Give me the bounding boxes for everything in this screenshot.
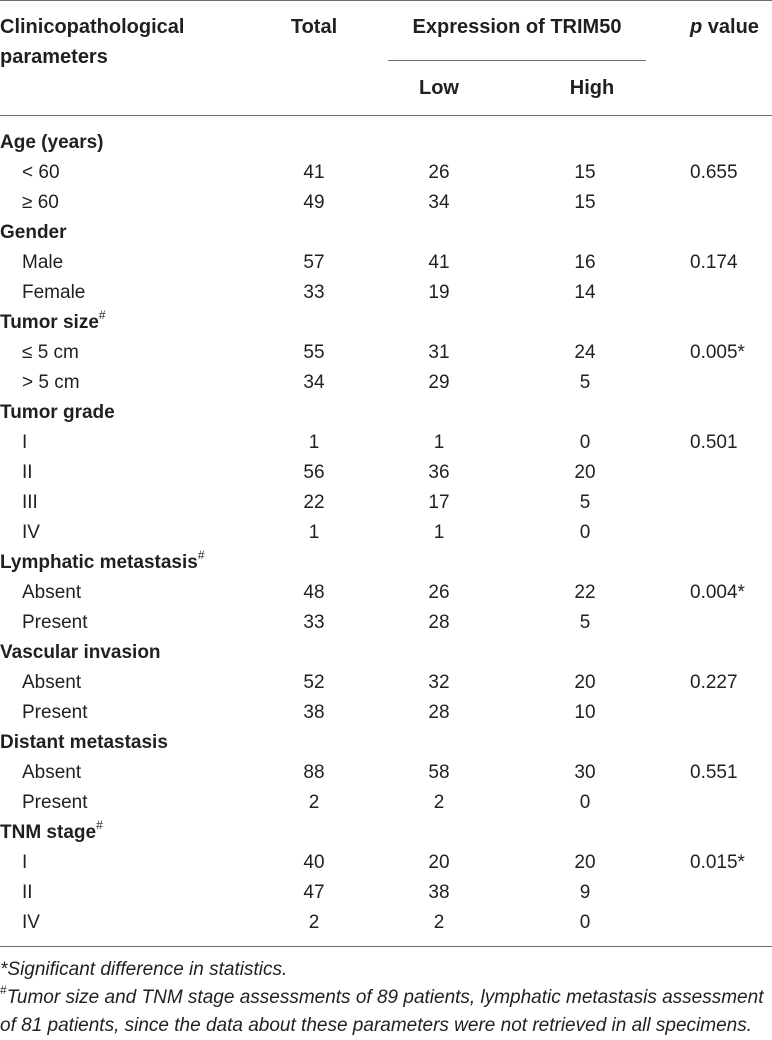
group-footnote-mark: # [197, 548, 205, 562]
cell-low: 29 [428, 372, 450, 393]
group-row [0, 548, 772, 578]
cell-p-value [658, 278, 772, 308]
cell-high: 20 [574, 672, 596, 693]
table-row [0, 668, 772, 698]
table-row [0, 458, 772, 488]
header-total: Total [290, 16, 338, 38]
group-row [0, 728, 772, 758]
cell-p-value: 0.227 [690, 672, 738, 693]
cell-p-value [658, 698, 772, 728]
cell-total: 40 [303, 852, 325, 873]
cell-p-value: 0.005* [690, 342, 745, 363]
header-p-value [690, 12, 759, 42]
cell-p-value [658, 488, 772, 518]
cell-high: 0 [579, 522, 591, 543]
cell-low: 28 [428, 702, 450, 723]
cell-low: 32 [428, 672, 450, 693]
cell-total: 49 [303, 192, 325, 213]
table-row [0, 788, 772, 818]
group-row [0, 398, 772, 428]
cell-low: 41 [428, 252, 450, 273]
cell-p-value: 0.004* [690, 582, 745, 603]
cell-high: 15 [574, 162, 596, 183]
cell-high: 5 [579, 492, 591, 513]
cell-p-value: 0.655 [690, 162, 738, 183]
header-high: High [569, 77, 615, 99]
group-row [0, 308, 772, 338]
cell-total: 38 [303, 702, 325, 723]
group-label-text: Tumor grade [0, 402, 115, 423]
table-row [0, 908, 772, 938]
table-row [0, 338, 772, 368]
row-label: III [22, 492, 38, 513]
cell-total: 2 [308, 792, 320, 813]
cell-high: 24 [574, 342, 596, 363]
row-label: IV [22, 912, 40, 933]
cell-p-value [658, 368, 772, 398]
cell-low: 58 [428, 762, 450, 783]
cell-total: 55 [303, 342, 325, 363]
header-expression: Expression of TRIM50 [412, 16, 622, 38]
cell-low: 26 [428, 582, 450, 603]
row-label: Female [22, 282, 86, 303]
group-row [0, 638, 772, 668]
table-row [0, 188, 772, 218]
row-label: Present [22, 702, 88, 723]
data-table-body [0, 128, 772, 938]
table-row [0, 488, 772, 518]
row-label: Absent [22, 582, 82, 603]
table-row [0, 578, 772, 608]
cell-high: 22 [574, 582, 596, 603]
cell-high: 30 [574, 762, 596, 783]
header-parameters-line1: Clinicopathological [0, 16, 185, 38]
cell-total: 56 [303, 462, 325, 483]
cell-low: 19 [428, 282, 450, 303]
cell-high: 9 [579, 882, 591, 903]
cell-p-value: 0.501 [690, 432, 738, 453]
row-label: ≤ 5 cm [22, 342, 79, 363]
top-rule [0, 0, 772, 1]
cell-low: 17 [428, 492, 450, 513]
cell-low: 38 [428, 882, 450, 903]
cell-low: 28 [428, 612, 450, 633]
cell-high: 10 [574, 702, 596, 723]
expression-subrule [388, 60, 646, 61]
header-parameters-line2: parameters [0, 46, 108, 68]
table-row [0, 368, 772, 398]
cell-p-value [658, 458, 772, 488]
cell-low: 26 [428, 162, 450, 183]
group-row [0, 218, 772, 248]
group-label [0, 398, 772, 428]
cell-low: 1 [433, 522, 445, 543]
cell-low: 20 [428, 852, 450, 873]
row-label: Present [22, 612, 88, 633]
group-label-text: Vascular invasion [0, 642, 161, 663]
group-row [0, 128, 772, 158]
group-label [0, 818, 772, 848]
cell-p-value [658, 608, 772, 638]
header-p-rest: value [707, 16, 759, 38]
cell-p-value [658, 878, 772, 908]
table-row [0, 158, 772, 188]
row-label: II [22, 462, 33, 483]
cell-total: 22 [303, 492, 325, 513]
cell-low: 2 [433, 912, 445, 933]
cell-p-value [658, 518, 772, 548]
footnote-hash-text: Tumor size and TNM stage assessments of 89 patients, lymphatic metastasis assessment of 81 patients, since the data about these parameters were not retrieved in all specimens. [0, 987, 764, 1036]
cell-total: 34 [303, 372, 325, 393]
row-label: II [22, 882, 33, 903]
cell-high: 0 [579, 792, 591, 813]
cell-high: 5 [579, 372, 591, 393]
cell-total: 1 [308, 522, 320, 543]
table-row [0, 518, 772, 548]
row-label: IV [22, 522, 40, 543]
group-footnote-mark: # [96, 818, 103, 832]
cell-p-value: 0.015* [690, 852, 745, 873]
row-label: Absent [22, 672, 82, 693]
cell-total: 47 [303, 882, 325, 903]
group-label-text: Lymphatic metastasis [0, 552, 198, 573]
group-label-text: TNM stage [0, 822, 97, 843]
cell-high: 0 [579, 432, 591, 453]
group-label [0, 548, 772, 578]
cell-total: 41 [303, 162, 325, 183]
cell-low: 2 [433, 792, 445, 813]
cell-total: 88 [303, 762, 325, 783]
footnote-significance: *Significant difference in statistics. [0, 959, 288, 980]
group-label [0, 128, 772, 158]
cell-total: 2 [308, 912, 320, 933]
cell-total: 48 [303, 582, 325, 603]
row-label: < 60 [22, 162, 60, 183]
group-row [0, 818, 772, 848]
cell-p-value [658, 908, 772, 938]
cell-high: 15 [574, 192, 596, 213]
cell-high: 20 [574, 462, 596, 483]
cell-total: 57 [303, 252, 325, 273]
footnote-hash [0, 984, 772, 1040]
header-rule [0, 115, 772, 116]
row-label: ≥ 60 [22, 192, 59, 213]
row-label: I [22, 432, 28, 453]
cell-total: 33 [303, 282, 325, 303]
group-label-text: Tumor size [0, 312, 99, 333]
cell-high: 5 [579, 612, 591, 633]
cell-p-value: 0.551 [690, 762, 738, 783]
table-row [0, 758, 772, 788]
group-label-text: Gender [0, 222, 67, 243]
row-label: Absent [22, 762, 82, 783]
cell-low: 31 [428, 342, 450, 363]
table-row [0, 428, 772, 458]
cell-high: 14 [574, 282, 596, 303]
group-label [0, 638, 772, 668]
row-label: Present [22, 792, 88, 813]
cell-p-value: 0.174 [690, 252, 738, 273]
cell-total: 52 [303, 672, 325, 693]
cell-high: 16 [574, 252, 596, 273]
table-row [0, 698, 772, 728]
cell-p-value [658, 188, 772, 218]
group-label-text: Distant metastasis [0, 732, 168, 753]
cell-high: 0 [579, 912, 591, 933]
table-row [0, 878, 772, 908]
table-row [0, 848, 772, 878]
table-row [0, 278, 772, 308]
bottom-rule [0, 946, 772, 947]
cell-p-value [658, 788, 772, 818]
data-table [0, 128, 772, 938]
footnote-hash-mark: # [0, 983, 7, 997]
table-row [0, 608, 772, 638]
group-label-text: Age (years) [0, 132, 104, 153]
table-row [0, 248, 772, 278]
cell-total: 33 [303, 612, 325, 633]
cell-low: 36 [428, 462, 450, 483]
cell-total: 1 [308, 432, 320, 453]
row-label: > 5 cm [22, 372, 80, 393]
group-label [0, 728, 772, 758]
header-low: Low [419, 77, 459, 99]
cell-high: 20 [574, 852, 596, 873]
cell-low: 34 [428, 192, 450, 213]
group-footnote-mark: # [98, 308, 106, 322]
group-label [0, 218, 772, 248]
row-label: Male [22, 252, 64, 273]
group-label [0, 308, 772, 338]
row-label: I [22, 852, 28, 873]
header-parameters [0, 12, 184, 72]
cell-low: 1 [433, 432, 445, 453]
header-p-italic: p [690, 16, 703, 38]
